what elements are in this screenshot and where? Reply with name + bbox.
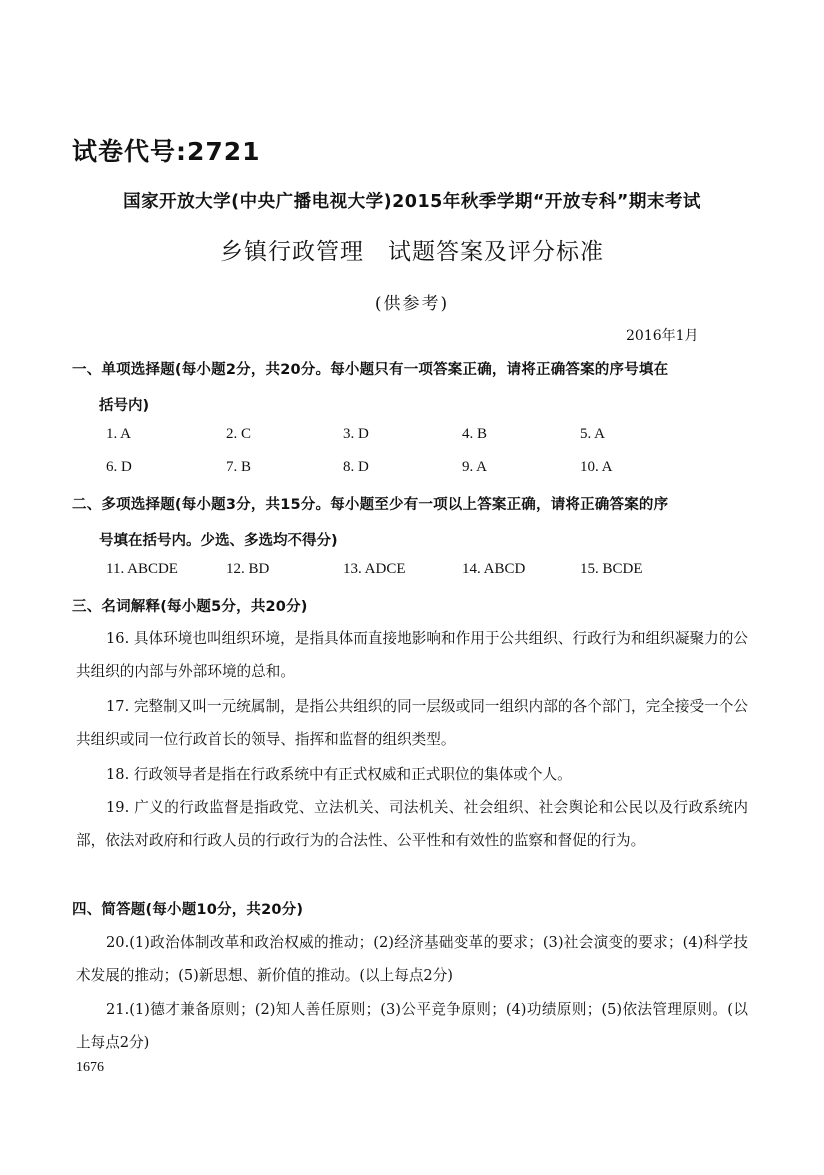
answer-13: 13. ADCE bbox=[343, 561, 406, 577]
answer-15: 15. BCDE bbox=[580, 561, 643, 577]
document-subtitle: (供参考) bbox=[374, 294, 450, 314]
section2-heading-cont: 号填在括号内。少选、多选均不得分) bbox=[99, 533, 338, 549]
answer-2: 2. C bbox=[226, 426, 252, 442]
answer-12: 12. BD bbox=[226, 561, 270, 577]
answer-5: 5. A bbox=[580, 426, 606, 442]
section4-heading: 四、简答题(每小题10分，共20分) bbox=[72, 902, 304, 918]
answer-4: 4. B bbox=[462, 426, 488, 442]
answer-3: 3. D bbox=[343, 426, 369, 442]
answer-6: 6. D bbox=[106, 459, 132, 475]
definition-18: 18. 行政领导者是指在行政系统中有正式权威和正式职位的集体或个人。 bbox=[106, 766, 572, 783]
answer-11: 11. ABCDE bbox=[106, 561, 178, 577]
document-date: 2016年1月 bbox=[626, 328, 699, 344]
section3-heading: 三、名词解释(每小题5分，共20分) bbox=[72, 599, 308, 615]
definition-17: 17. 完整制又叫一元统属制，是指公共组织的同一层级或同一组织内部的各个部门，完全接受一个公共组织或同一位行政首长的领导、指挥和监督的组织类型。 bbox=[76, 698, 748, 748]
answer-9: 9. A bbox=[462, 459, 488, 475]
page-number: 1676 bbox=[76, 1060, 104, 1075]
answer-1: 1. A bbox=[106, 426, 132, 442]
answer-20: 20.(1)政治体制改革和政治权威的推动；(2)经济基础变革的要求；(3)社会演变的要求；(4)科学技术发展的推动；(5)新思想、新价值的推动。(以上每点2分) bbox=[76, 934, 748, 984]
definition-19: 19. 广义的行政监督是指政党、立法机关、司法机关、社会组织、社会舆论和公民以及行政系统内部，依法对政府和行政人员的行政行为的合法性、公平性和有效性的监察和督促的行为。 bbox=[76, 799, 748, 849]
answer-7: 7. B bbox=[226, 459, 252, 475]
answer-21: 21.(1)德才兼备原则；(2)知人善任原则；(3)公平竞争原则；(4)功绩原则；(5)依法管理原则。(以上每点2分) bbox=[76, 1001, 748, 1051]
answer-10: 10. A bbox=[580, 459, 613, 475]
answer-14: 14. ABCD bbox=[462, 561, 526, 577]
answer-8: 8. D bbox=[343, 459, 369, 475]
section2-heading: 二、多项选择题(每小题3分，共15分。每小题至少有一项以上答案正确，请将正确答案的序 bbox=[72, 497, 669, 513]
university-exam-line: 国家开放大学(中央广播电视大学)2015年秋季学期“开放专科”期末考试 bbox=[123, 192, 701, 212]
definition-16: 16. 具体环境也叫组织环境，是指具体而直接地影响和作用于公共组织、行政行为和组织凝聚力的公共组织的内部与外部环境的总和。 bbox=[76, 630, 748, 680]
paper-code: 试卷代号:2721 bbox=[72, 137, 261, 166]
document-title: 乡镇行政管理 试题答案及评分标准 bbox=[220, 239, 604, 265]
section1-heading: 一、单项选择题(每小题2分，共20分。每小题只有一项答案正确，请将正确答案的序号填在 bbox=[72, 362, 669, 378]
section1-heading-cont: 括号内) bbox=[99, 398, 150, 414]
